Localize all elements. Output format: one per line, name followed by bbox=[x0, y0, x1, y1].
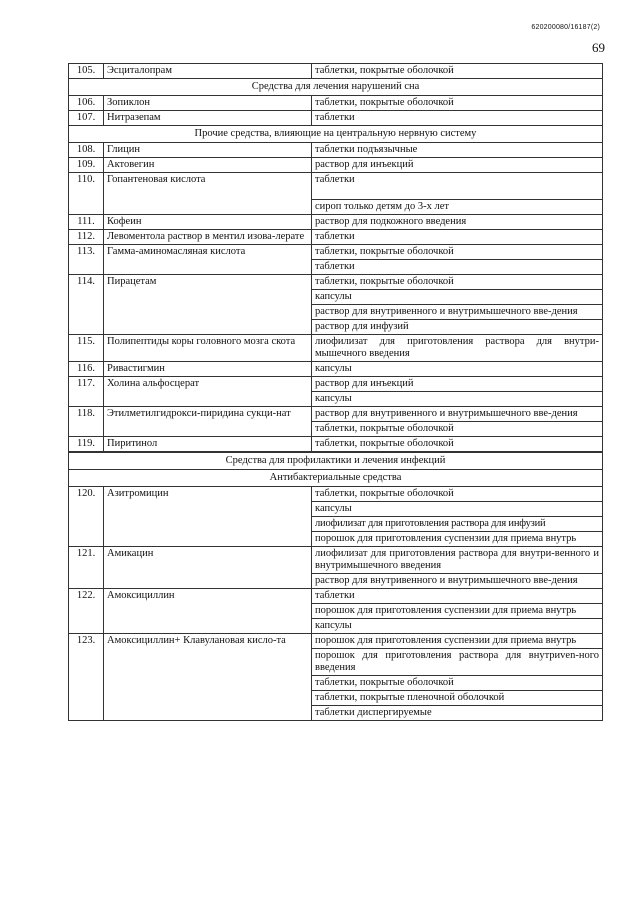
section-heading: Средства для профилактики и лечения инфекций bbox=[69, 452, 603, 470]
drug-name: Ривастигмин bbox=[104, 362, 312, 377]
table-row bbox=[69, 158, 603, 173]
table-row bbox=[69, 487, 603, 502]
drug-name: Зопиклон bbox=[104, 96, 312, 111]
row-number: 109. bbox=[69, 158, 104, 173]
table-row bbox=[69, 173, 603, 200]
drug-name: Пирацетам bbox=[104, 275, 312, 335]
row-number: 106. bbox=[69, 96, 104, 111]
dosage-form: таблетки подъязычные bbox=[312, 143, 603, 158]
drug-name: Амоксициллин bbox=[104, 589, 312, 634]
dosage-form: раствор для внутривенного и внутримышечного вве-дения bbox=[312, 574, 603, 589]
table-row bbox=[69, 634, 603, 649]
dosage-form: раствор для внутривенного и внутримышечного вве-дения bbox=[312, 407, 603, 422]
row-number: 119. bbox=[69, 437, 104, 453]
drug-name: Полипептиды коры головного мозга скота bbox=[104, 335, 312, 362]
table-row bbox=[69, 64, 603, 79]
row-number: 110. bbox=[69, 173, 104, 215]
subsection-heading: Антибактериальные средства bbox=[69, 470, 603, 487]
drug-name: Азитромицин bbox=[104, 487, 312, 547]
dosage-form: таблетки, покрытые пленочной оболочкой bbox=[312, 691, 603, 706]
medication-table bbox=[68, 63, 603, 721]
table-row bbox=[69, 275, 603, 290]
dosage-form: порошок для приготовления суспензии для приема внутрь bbox=[312, 634, 603, 649]
dosage-form: капсулы bbox=[312, 502, 603, 517]
table-row bbox=[69, 437, 603, 453]
drug-name: Глицин bbox=[104, 143, 312, 158]
dosage-form: порошок для приготовления суспензии для приема внутрь bbox=[312, 604, 603, 619]
row-number: 105. bbox=[69, 64, 104, 79]
drug-name: Эсциталопрам bbox=[104, 64, 312, 79]
dosage-form: лиофилизат для приготовления раствора для внутри-венного и внутримышечного введения bbox=[312, 547, 603, 574]
row-number: 113. bbox=[69, 245, 104, 275]
subsection-heading-row bbox=[69, 470, 603, 487]
section-heading: Прочие средства, влияющие на центральную нервную систему bbox=[69, 126, 603, 143]
dosage-form: таблетки bbox=[312, 589, 603, 604]
drug-name: Пиритинол bbox=[104, 437, 312, 453]
table-row bbox=[69, 407, 603, 422]
row-number: 123. bbox=[69, 634, 104, 721]
section-heading-row bbox=[69, 452, 603, 470]
dosage-form: капсулы bbox=[312, 619, 603, 634]
drug-name: Нитразепам bbox=[104, 111, 312, 126]
row-number: 116. bbox=[69, 362, 104, 377]
table-row bbox=[69, 230, 603, 245]
dosage-form: сироп только детям до 3-х лет bbox=[312, 200, 603, 215]
drug-name: Левоментола раствор в ментил изова-лерате bbox=[104, 230, 312, 245]
row-number: 117. bbox=[69, 377, 104, 407]
dosage-form: порошок для приготовления раствора для внутриven-ного введения bbox=[312, 649, 603, 676]
dosage-form: раствор для инъекций bbox=[312, 377, 603, 392]
dosage-form: таблетки диспергируемые bbox=[312, 706, 603, 721]
drug-name: Актовегин bbox=[104, 158, 312, 173]
row-number: 112. bbox=[69, 230, 104, 245]
dosage-form: таблетки, покрытые оболочкой bbox=[312, 676, 603, 691]
dosage-form: таблетки, покрытые оболочкой bbox=[312, 422, 603, 437]
table-row bbox=[69, 143, 603, 158]
table-row bbox=[69, 111, 603, 126]
row-number: 122. bbox=[69, 589, 104, 634]
row-number: 111. bbox=[69, 215, 104, 230]
drug-name: Этилметилгидрокси-пиридина сукци-нат bbox=[104, 407, 312, 437]
section-heading: Средства для лечения нарушений сна bbox=[69, 79, 603, 96]
row-number: 107. bbox=[69, 111, 104, 126]
row-number: 115. bbox=[69, 335, 104, 362]
row-number: 114. bbox=[69, 275, 104, 335]
page-number: 69 bbox=[592, 40, 605, 55]
table-row bbox=[69, 335, 603, 362]
dosage-form: капсулы bbox=[312, 362, 603, 377]
dosage-form: таблетки bbox=[312, 230, 603, 245]
dosage-form: раствор для подкожного введения bbox=[312, 215, 603, 230]
row-number: 108. bbox=[69, 143, 104, 158]
section-heading-row bbox=[69, 79, 603, 96]
table-row bbox=[69, 547, 603, 574]
dosage-form: таблетки bbox=[312, 173, 603, 200]
dosage-form: раствор для внутривенного и внутримышечного вве-дения bbox=[312, 305, 603, 320]
dosage-form: таблетки, покрытые оболочкой bbox=[312, 245, 603, 260]
row-number: 120. bbox=[69, 487, 104, 547]
dosage-form: капсулы bbox=[312, 290, 603, 305]
drug-name: Холина альфосцерат bbox=[104, 377, 312, 407]
dosage-form: раствор для инъекций bbox=[312, 158, 603, 173]
table-row bbox=[69, 377, 603, 392]
dosage-form: таблетки, покрытые оболочкой bbox=[312, 487, 603, 502]
dosage-form: порошок для приготовления суспензии для приема внутрь bbox=[312, 532, 603, 547]
drug-name: Кофеин bbox=[104, 215, 312, 230]
dosage-form: таблетки, покрытые оболочкой bbox=[312, 64, 603, 79]
table-row bbox=[69, 362, 603, 377]
table-row bbox=[69, 215, 603, 230]
dosage-form: таблетки bbox=[312, 111, 603, 126]
dosage-form: лиофилизат для приготовления раствора для инфузий bbox=[312, 517, 603, 532]
dosage-form: раствор для инфузий bbox=[312, 320, 603, 335]
table-row bbox=[69, 96, 603, 111]
row-number: 121. bbox=[69, 547, 104, 589]
row-number: 118. bbox=[69, 407, 104, 437]
dosage-form: таблетки, покрытые оболочкой bbox=[312, 96, 603, 111]
table-row bbox=[69, 245, 603, 260]
drug-name: Амоксициллин+ Клавулановая кисло-та bbox=[104, 634, 312, 721]
dosage-form: лиофилизат для приготовления раствора для внутри-мышечного введения bbox=[312, 335, 603, 362]
section-heading-row bbox=[69, 126, 603, 143]
drug-name: Гамма-аминомасляная кислота bbox=[104, 245, 312, 275]
document-code: 620200080/16187(2) bbox=[531, 24, 600, 31]
dosage-form: капсулы bbox=[312, 392, 603, 407]
dosage-form: таблетки, покрытые оболочкой bbox=[312, 437, 603, 453]
table-row bbox=[69, 589, 603, 604]
dosage-form: таблетки, покрытые оболочкой bbox=[312, 275, 603, 290]
drug-name: Амикацин bbox=[104, 547, 312, 589]
drug-name: Гопантеновая кислота bbox=[104, 173, 312, 215]
dosage-form: таблетки bbox=[312, 260, 603, 275]
